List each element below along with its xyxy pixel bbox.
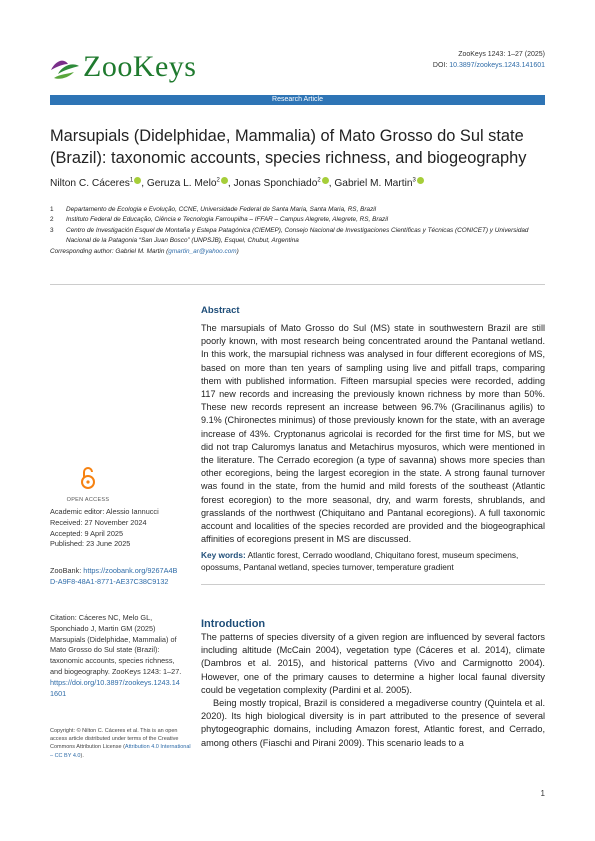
copyright-notice (50, 727, 192, 760)
open-access-label: OPEN ACCESS (66, 497, 110, 503)
copyright-close: ). (80, 752, 84, 759)
zoobank-label: ZooBank: (50, 566, 84, 575)
header-divider (50, 284, 545, 285)
zoobank-info (50, 566, 182, 588)
abstract-text: The marsupials of Mato Grosso do Sul (MS) state in southwestern Brazil are still poorly known, with most research being concentrated around the Pantanal wetland. In this work, the marsupial richness was analysed in four different ecoregions of MS, based on more than ten years of sampling using live and pitfall traps, comparing them with published information. Fifteen marsupial species were recorded, adding 117 new records and increasing the previously known richness by more than 50%. These new records represent an increase between 96.7% (Gracilinanus agilis) to 9.1% (Chironectes minimus) of those previously known for the state, with an average increase of 43%. Cryptonanus agricolai is recorded for the first time for MS, but we did not trap Caluromys lanatus and Metachirus myosuros, which were mentioned in the literature. The Cerrado ecoregion (a type of savanna) shows more species than other ecoregions, being the largest ecoregion in the state. A strong faunal turnover was found in the state, from the humid and mild forests of the southeast (Atlantic forest ecoregion) to the more seasonal, dry, and warm forests, shrublands, and grasslands of the northwest (Chiquitano and Pantanal ecoregions). A full taxonomic account and localities of the species recorded are provided and the biogeographical affinities of ecoregions present in MS are discussed. (201, 323, 545, 545)
author-affil-mark: 3 (412, 177, 416, 184)
author-list: Nilton C. Cáceres$^1$ , Geruza L. Melo$^2$ , Jonas Sponchiado$^2$ , Gabriel M. Martin$^3$ (50, 177, 424, 189)
affiliation-text: Instituto Federal de Educação, Ciência e Tecnologia Farroupilha – IFFAR – Campus Alegrete, Alegrete, RS, Brazil (66, 216, 389, 224)
keywords-label: Key words: (201, 550, 246, 560)
doi-link[interactable]: 10.3897/zookeys.1243.141601 (449, 62, 545, 69)
affiliation-number: 3 (50, 226, 54, 234)
page-number: 1 (540, 789, 545, 798)
open-access-badge (64, 466, 112, 503)
license-link[interactable]: Attribution 4.0 International – CC BY 4.0 (50, 744, 191, 759)
zoobank-link[interactable]: https://zoobank.org/9267A4BD-A9F8-48A1-8771-AE37C38C9132 (50, 566, 178, 586)
abstract-divider (201, 584, 545, 585)
affiliation-item (50, 226, 545, 247)
journal-citation: ZooKeys 1243: 1–27 (2025) (458, 51, 545, 58)
orcid-icon[interactable] (134, 177, 141, 184)
affiliation-text: Centro de Investigación Esquel de Montaña y Estepa Patagónica (CIEMEP), Consejo Nacional de Investigaciones Científicas y Técnicas (CONICET) y Universidad Nacional de la Patagonia “San Juan Bosco” (UNPSJB), Esquel, Chubut, Argentina (66, 226, 529, 244)
corresponding-label: Corresponding author: Gabriel M. Martin ( (50, 248, 169, 256)
affiliation-number: 1 (50, 206, 54, 213)
corresponding-author (50, 247, 545, 257)
orcid-icon[interactable] (221, 177, 228, 184)
author-affil-mark: 2 (317, 177, 321, 184)
published-date: Published: 23 June 2025 (50, 539, 131, 549)
received-date: Received: 27 November 2024 (50, 517, 147, 527)
keywords (201, 549, 545, 573)
journal-logo (48, 50, 196, 84)
doi-label: DOI: (432, 62, 450, 69)
author-affil-mark: 2 (216, 177, 220, 184)
author: Jonas Sponchiado (233, 178, 318, 189)
orcid-icon[interactable] (322, 177, 329, 184)
abstract-heading: Abstract (201, 305, 240, 316)
editorial-info (50, 507, 182, 550)
zookeys-logo-icon (48, 52, 82, 82)
corresponding-email-link[interactable]: gmartin_ar@yahoo.com (168, 248, 237, 256)
affiliation-item (50, 205, 545, 215)
accepted-date: Accepted: 9 April 2025 (50, 528, 124, 538)
doi-line (433, 60, 545, 71)
introduction-heading: Introduction (201, 618, 266, 630)
affiliations (50, 205, 545, 257)
affiliation-item (50, 215, 545, 225)
author-affil-mark: 1 (129, 177, 134, 184)
author: Nilton C. Cáceres (50, 178, 130, 189)
citation-text: Citation: Cáceres NC, Melo GL, Sponchiado J, Martin GM (2025) Marsupials (Didelphidae, Mammalia) of Mato Grosso do Sul state (Brazil): taxonomic accounts, species richness, and biogeography. ZooKeys 1243: 1–27. (50, 613, 182, 676)
paragraph: Being mostly tropical, Brazil is considered a megadiverse country (Quintela et al. 2020). Its high biological diversity is in part attributed to the presence of several phytogeographic domains, including Amazon forest, Atlantic forest, and Cerrado, among others (Fiaschi and Pirani 2009). This scenario leads to a (201, 698, 545, 748)
author: Gabriel M. Martin (334, 178, 413, 189)
paragraph: The patterns of species diversity of a given region are influenced by several factors including altitude (McCain 2004), vegetation type (Cáceres et al. 2014), climate (Dambros et al. 2015), and historical patterns (Vivo and Carmignotto 2004). However, one of the primary causes to determine a higher local faunal diversity could be vegetation complexity (Pardini et al. 2005). (201, 632, 545, 695)
article-title: Marsupials (Didelphidae, Mammalia) of Mato Grosso do Sul state (Brazil): taxonomic accounts, species richness, and biogeography (50, 127, 527, 167)
keywords-text: Atlantic forest, Cerrado woodland, Chiquitano forest, museum specimens, opossums, Pantanal wetland, species turnover, temperature gradient (201, 550, 519, 572)
academic-editor: Academic editor: Alessio Iannucci (50, 507, 159, 516)
citation-info (50, 613, 182, 699)
journal-reference (433, 49, 545, 71)
corresponding-close: ) (236, 248, 239, 256)
introduction-body (201, 631, 545, 750)
affiliation-text: Departamento de Ecologia e Evolução, CCNE, Universidade Federal de Santa Maria, Santa Maria, RS, Brazil (66, 206, 377, 213)
article-type-bar: Research Article (50, 95, 545, 105)
affiliation-number: 2 (50, 216, 54, 224)
orcid-icon[interactable] (417, 177, 424, 184)
logo-wordmark: ZooKeys (83, 50, 197, 83)
copyright-text: Copyright: © Nilton C. Cáceres et al. This is an open access article distributed under terms of the Creative Commons Attribution License ( (50, 728, 179, 751)
author: Geruza L. Melo (146, 178, 217, 189)
open-access-lock-icon (80, 466, 96, 490)
citation-doi-link[interactable]: https://doi.org/10.3897/zookeys.1243.141601 (50, 677, 180, 698)
